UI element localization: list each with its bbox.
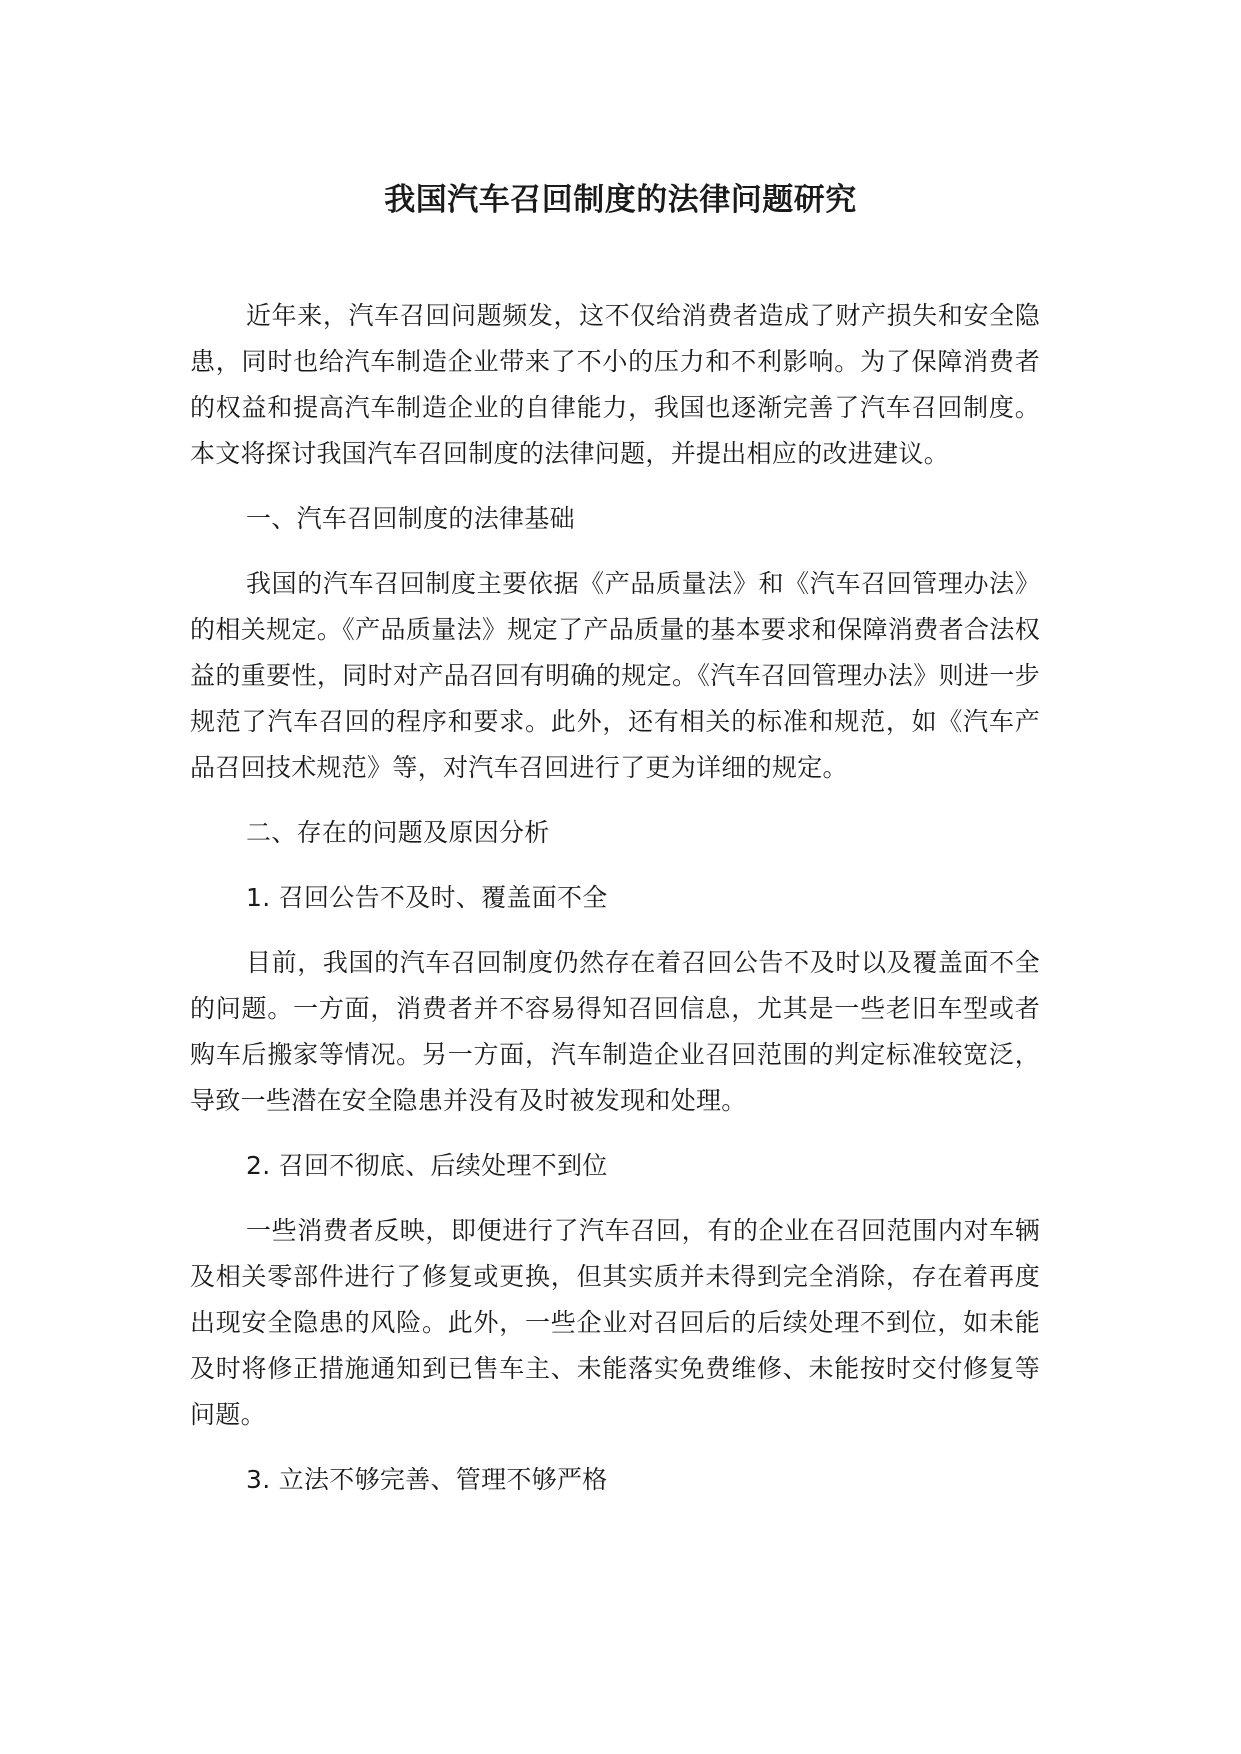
legal-basis-paragraph: 我国的汽车召回制度主要依据《产品质量法》和《汽车召回管理办法》的相关规定。《产品质量法》规定了产品质量的基本要求和保障消费者合法权益的重要性，同时对产品召回有明确的规定。《汽车召回管理办法》则进一步规范了汽车召回的程序和要求。此外，还有相关的标准和规范，如《汽车产品召回技术规范》等，对汽车召回进行了更为详细的规定。 [190, 569, 1040, 782]
announcement-paragraph: 目前，我国的汽车召回制度仍然存在着召回公告不及时以及覆盖面不全的问题。一方面，消费者并不容易得知召回信息，尤其是一些老旧车型或者购车后搬家等情况。另一方面，汽车制造企业召回范围的判定标准较宽泛，导致一些潜在安全隐患并没有及时被发现和处理。 [190, 948, 1040, 1115]
document-title: 我国汽车召回制度的法律问题研究 [384, 182, 857, 218]
subheading-announcement: 1. 召回公告不及时、覆盖面不全 [246, 883, 608, 912]
subheading-incomplete-recall: 2. 召回不彻底、后续处理不到位 [246, 1151, 608, 1180]
document-body [190, 293, 1040, 1522]
incomplete-recall-paragraph: 一些消费者反映，即便进行了汽车召回，有的企业在召回范围内对车辆及相关零部件进行了修复或更换，但其实质并未得到完全消除，存在着再度出现安全隐患的风险。此外，一些企业对召回后的后续处理不到位，如未能及时将修正措施通知到已售车主、未能落实免费维修、未能按时交付修复等问题。 [190, 1216, 1040, 1429]
subheading-legislation: 3. 立法不够完善、管理不够严格 [246, 1465, 608, 1494]
section-heading-problems: 二、存在的问题及原因分析 [246, 818, 550, 847]
section-heading-legal-basis: 一、汽车召回制度的法律基础 [246, 504, 575, 533]
intro-paragraph: 近年来，汽车召回问题频发，这不仅给消费者造成了财产损失和安全隐患，同时也给汽车制造企业带来了不小的压力和不利影响。为了保障消费者的权益和提高汽车制造企业的自律能力，我国也逐渐完善了汽车召回制度。本文将探讨我国汽车召回制度的法律问题，并提出相应的改进建议。 [190, 301, 1040, 468]
